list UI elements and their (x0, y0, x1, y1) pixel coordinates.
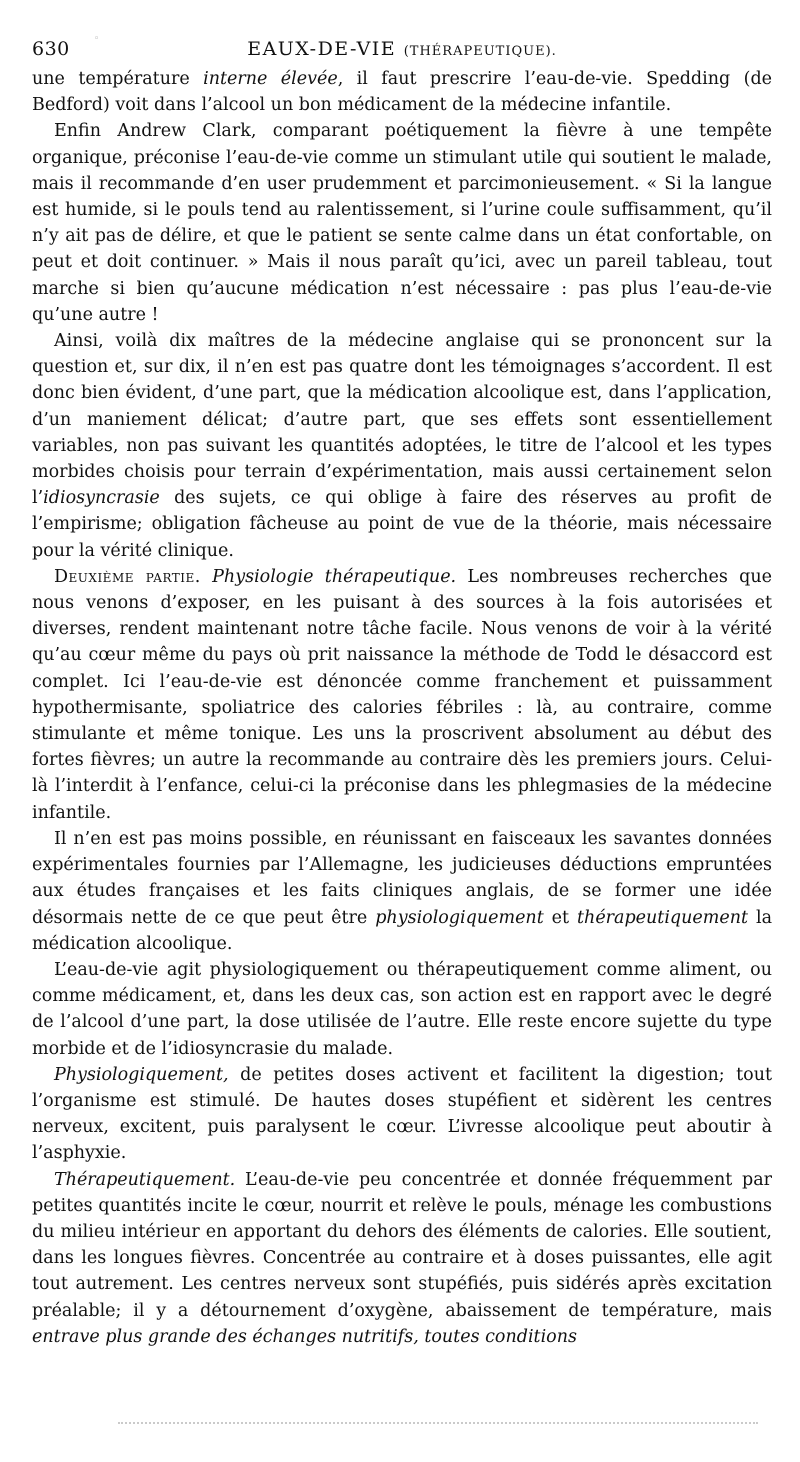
paragraph-faisceaux (32, 826, 772, 957)
paragraph-continued (32, 66, 772, 118)
italic-run: thérapeutiquement (577, 907, 749, 928)
paragraph-andrew-clark: Enfin Andrew Clark, comparant poétiquement la fièvre à une tempête organique, préconise l’eau-de-vie comme un stimulant utile qui soutient le malade, mais il recommande d’en user prudemment et parcimonieusement. « Si la langue est humide, si le pouls tend au ralentissement, si l’urine coule suffisamment, qu’il n’y ait pas de délire, et que le patient se sente calme dans un état confortable, on peut et doit continuer. » Mais il nous paraît qu’ici, avec un pareil tableau, tout marche si bien qu’aucune médication n’est nécessaire : pas plus l’eau-de-vie qu’une autre ! (32, 121, 772, 325)
section-label: Deuxième partie. (54, 566, 201, 587)
paragraph-therapeutiquement (32, 1167, 772, 1350)
text-run: Les nombreuses recherches que nous venons d’exposer, en les puisant à des sources à la fois autorisées et diverses, rendent maintenant notre tâche facile. Nous venons de voir à la vérité qu’au cœur même du pays où prit naissance la méthode de Todd le désaccord est complet. Ici l’eau-de-vie est dénoncée comme franchement et puissamment hypothermisante, spoliatrice des calories fébriles : là, au contraire, comme stimulante et même tonique. Les uns la proscrivent absolument au début des fortes fièvres; un autre la recommande au contraire dès les premiers jours. Celui-là l’interdit à l’enfance, celui-ci la préconise dans les phlegmasies de la médecine infantile. (32, 566, 772, 823)
italic-run: interne élevée (203, 69, 338, 89)
text-run: une température (32, 69, 204, 89)
book-page (32, 28, 772, 1350)
italic-run: Thérapeutiquement. (54, 1169, 236, 1190)
text-run: de petites doses activent et facilitent la digestion; tout l’organisme est stimulé. De hautes doses stupéfient et sidèrent les centres nerveux, excitent, puis paralysent le cœur. L’ivresse alcoolique peut aboutir à l’asphyxie. (32, 1064, 772, 1164)
running-head-subtitle: (THÉRAPEUTIQUE). (403, 44, 557, 59)
page-number: 630 (32, 38, 70, 60)
body-text (32, 66, 772, 1350)
text-run: la médication alcoolique. (32, 907, 773, 954)
paragraph-physiologiquement (32, 1062, 772, 1167)
text-run: , il faut prescrire l’eau-de-vie. Spedding (de Bedford) voit dans l’alcool un bon médicament de la médecine infantile. (32, 69, 773, 116)
paragraph-deuxieme-partie (32, 564, 772, 826)
text-run: des sujets, ce qui oblige à faire des réserves au profit de l’empirisme; obligation fâcheuse au point de vue de la théorie, mais nécessaire pour la vérité clinique. (32, 488, 772, 561)
running-head (32, 38, 772, 60)
footer-dotted-rule (118, 1422, 758, 1434)
paragraph-dix-maitres (32, 328, 772, 564)
paragraph-aliment-medicament: L’eau-de-vie agit physiologiquement ou thérapeutiquement comme aliment, ou comme médicament, et, dans les deux cas, son action est en rapport avec le degré de l’alcool d’une part, la dose utilisée de l’autre. Elle reste encore sujette du type morbide et de l’idiosyncrasie du malade. (32, 959, 772, 1059)
section-title: Physiologie thérapeutique. (212, 566, 457, 587)
text-run: et (543, 907, 578, 928)
text-run: Il n’en est pas moins possible, en réunissant en faisceaux les savantes données expérimentales fournies par l’Allemagne, les judicieuses déductions empruntées aux études françaises et les faits cliniques anglais, de se former une idée désormais nette de ce que peut être (32, 828, 772, 928)
italic-run: entrave plus grande des échanges nutritifs, toutes conditions (32, 1326, 577, 1347)
italic-run: idiosyncrasie (43, 488, 160, 509)
page-header (32, 28, 772, 66)
text-run: L’eau-de-vie peu concentrée et donnée fréquemment par petites quantités incite le cœur, nourrit et relève le pouls, ménage les combustions du milieu intérieur en apportant du dehors des éléments de calories. Elle soutient, dans les longues fièvres. Concentrée au contraire et à doses puissantes, elle agit tout autrement. Les centres nerveux sont stupéfiés, puis sidérés après excitation préalable; il y a détournement d’oxygène, abaissement de température, mais (32, 1169, 772, 1321)
italic-run: physiologiquement (375, 907, 544, 928)
italic-run: Physiologiquement, (54, 1064, 229, 1085)
text-run: Ainsi, voilà dix maîtres de la médecine anglaise qui se prononcent sur la question et, sur dix, il n’en est pas quatre dont les témoignages s’accordent. Il est donc bien évident, d’une part, que la médication alcoolique est, dans l’application, d’un maniement délicat; d’autre part, que ses effets sont essentiellement variables, non pas suivant les quantités adoptées, le titre de l’alcool et les types morbides choisis pour terrain d’expérimentation, mais aussi certainement selon l’ (32, 331, 772, 509)
running-head-title: EAUX-DE-VIE (247, 38, 397, 60)
page-speck-mark: ◦ (94, 34, 100, 44)
